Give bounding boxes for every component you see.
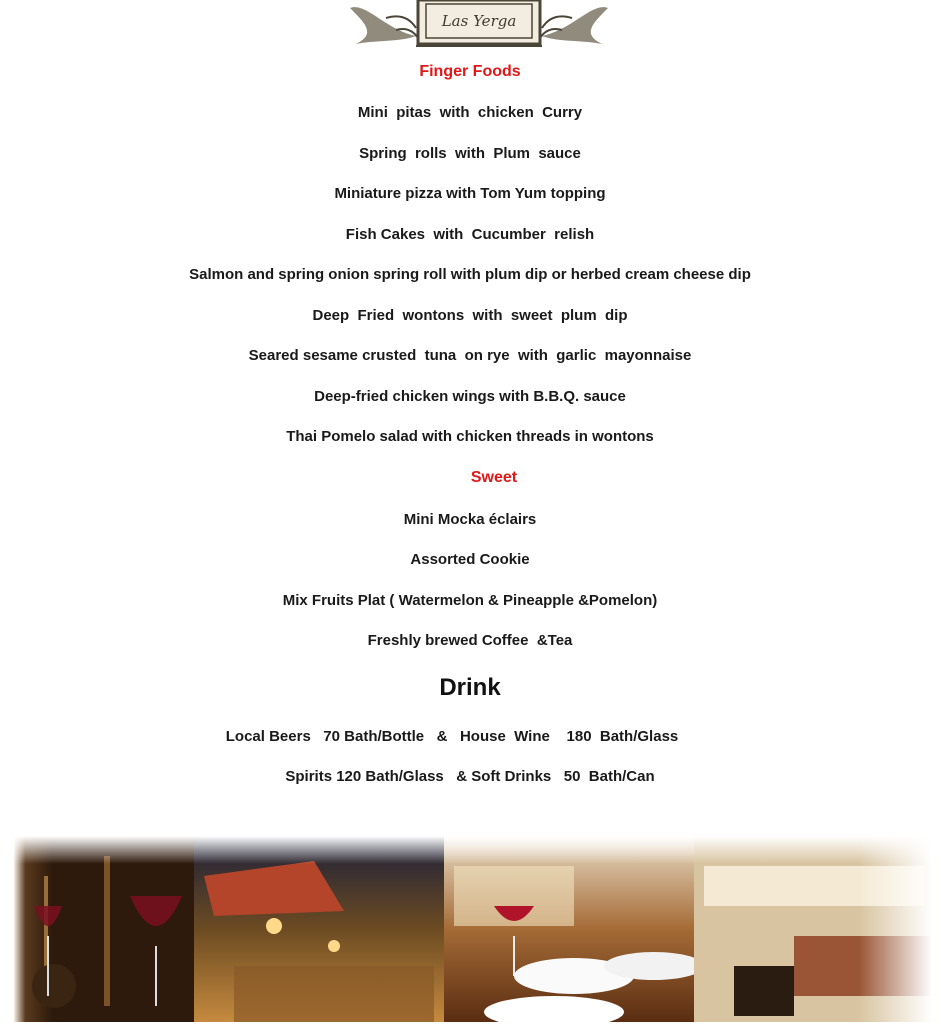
menu-item: Mix Fruits Plat ( Watermelon & Pineapple &Pomelon) bbox=[282, 592, 658, 609]
menu-item: Fish Cakes with Cucumber relish bbox=[345, 226, 595, 243]
logo-text: Las Yerga bbox=[441, 12, 517, 30]
drink-heading: Drink bbox=[439, 674, 501, 701]
menu-item: Salmon and spring onion spring roll with plum dip or herbed cream cheese dip bbox=[189, 266, 751, 283]
menu-item: Seared sesame crusted tuna on rye with garlic mayonnaise bbox=[248, 347, 692, 364]
sweet-heading: Sweet bbox=[470, 469, 518, 486]
menu-item: Deep-fried chicken wings with B.B.Q. sauce bbox=[314, 388, 626, 405]
menu-item: Freshly brewed Coffee &Tea bbox=[367, 632, 573, 649]
menu-item: Deep Fried wontons with sweet plum dip bbox=[312, 307, 628, 324]
menu-item: Mini pitas with chicken Curry bbox=[357, 104, 583, 121]
menu-item: Miniature pizza with Tom Yum topping bbox=[334, 185, 606, 202]
drink-item: Spirits 120 Bath/Glass & Soft Drinks 50 Bath/Can bbox=[285, 768, 655, 785]
drink-item: Local Beers 70 Bath/Bottle & House Wine 180 Bath/Glass bbox=[225, 728, 679, 745]
menu-item: Mini Mocka éclairs bbox=[403, 511, 537, 528]
restaurant-photo-collage bbox=[14, 836, 932, 1022]
finger-foods-heading: Finger Foods bbox=[419, 63, 521, 80]
menu-item: Assorted Cookie bbox=[410, 551, 530, 568]
restaurant-logo bbox=[346, 0, 612, 50]
menu-item: Thai Pomelo salad with chicken threads in wontons bbox=[286, 428, 654, 445]
menu-item: Spring rolls with Plum sauce bbox=[359, 145, 581, 162]
